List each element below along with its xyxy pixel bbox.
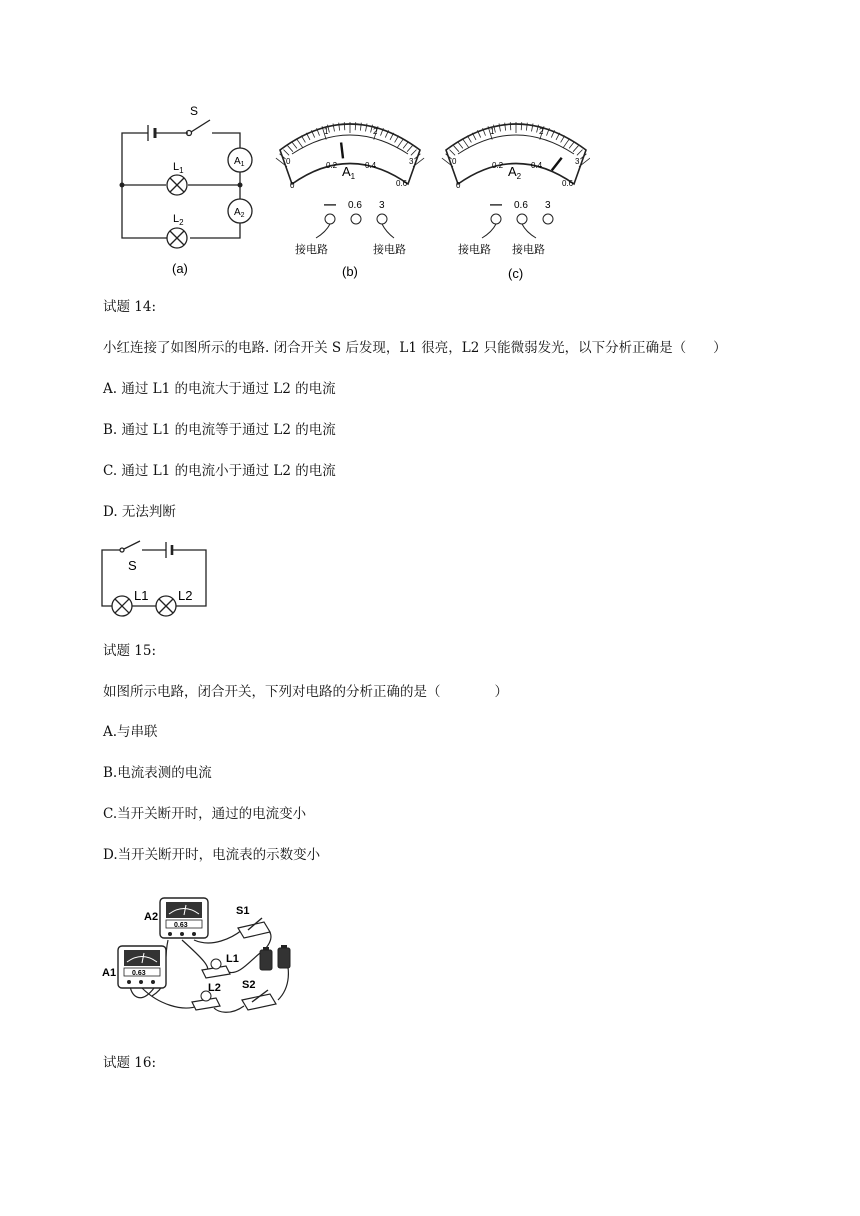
meter-b-tick-top-0: 0 <box>286 157 291 166</box>
q14-switch-blade <box>124 541 140 549</box>
meter-c-tick-bottom-0: 0 <box>456 181 461 190</box>
q15-meter-a1 <box>118 946 166 988</box>
q16-heading: 试题 16: <box>103 1055 157 1071</box>
meter-c-tick-bottom-1: 0.2 <box>492 161 504 170</box>
q15-switch-s1-label: S1 <box>236 905 250 917</box>
meter-b-label: $A_1$ <box>342 164 356 181</box>
q14-switch-label: S <box>128 558 137 573</box>
meter-c-tick-top-0: 0 <box>452 157 457 166</box>
meter-c-terminal-3: 3 <box>545 200 551 211</box>
q15-battery-pack <box>260 945 290 970</box>
q14-option-c: C. 通过 L1 的电流小于通过 L2 的电流 <box>103 463 336 479</box>
meter-c-right-port-label: 接电路 <box>512 244 545 256</box>
meter-c <box>442 122 590 281</box>
meter-c-tick-mark <box>510 122 511 130</box>
meter-b-tick-top-2: 2 <box>373 127 378 136</box>
q15-option-c: C.当开关断开时，通过的电流变小 <box>103 806 307 822</box>
meter-c-port-3 <box>543 214 553 224</box>
q15-physical-circuit-figure <box>102 888 302 1026</box>
meter-b-terminal-06: 0.6 <box>348 200 362 211</box>
meter-b-right-port-label: 接电路 <box>373 244 406 256</box>
q15-meter-a1-label: A1 <box>102 967 117 979</box>
meter-b-tick-bottom-1: 0.2 <box>326 161 338 170</box>
q14-switch-pivot <box>120 548 124 552</box>
q14-heading: 试题 14: <box>103 299 157 315</box>
meter-b-tick-bottom-3: 0.6 <box>396 179 408 188</box>
meter-c-tick-mark <box>521 122 522 130</box>
meter-b-tick-mark <box>344 122 345 130</box>
meter-c-terminal-06: 0.6 <box>514 200 528 211</box>
q14-option-b: B. 通过 L1 的电流等于通过 L2 的电流 <box>103 422 336 438</box>
q15-option-d: D.当开关断开时，电流表的示数变小 <box>103 847 321 863</box>
caption-b: (b) <box>342 264 358 279</box>
meter-c-tick-bottom-3: 0.6 <box>562 179 574 188</box>
q15-switch-s1 <box>238 918 270 938</box>
q15-lamp-l2-label: L2 <box>208 982 221 994</box>
meter-b-port-06 <box>351 214 361 224</box>
meter-b-tick-bottom-0: 0 <box>290 181 295 190</box>
meter-c-terminal-minus: — <box>490 197 502 211</box>
q15-option-b: B.电流表测的电流 <box>103 765 212 781</box>
q14-lamp1-label: L1 <box>134 588 149 603</box>
q14-circuit-figure <box>98 538 214 618</box>
q15-meter-a2-scale: 0.63 <box>174 922 188 929</box>
q15-switch-s2-label: S2 <box>242 979 256 991</box>
meter-c-left-port-label: 接电路 <box>458 244 491 256</box>
lamp1-label: $L_1$ <box>173 161 184 175</box>
q14-stem: 小红连接了如图所示的电路. 闭合开关 S 后发现，L1 很亮，L2 只能微弱发光，以下分析正确是（ ） <box>103 340 727 356</box>
q14-option-d: D. 无法判断 <box>103 504 176 520</box>
meter-c-label: $A_2$ <box>508 164 522 181</box>
figure-circuit-meters <box>110 98 590 286</box>
q14-option-a: A. 通过 L1 的电流大于通过 L2 的电流 <box>103 381 336 397</box>
q15-switch-s2 <box>242 990 276 1010</box>
meter-c-port-minus <box>491 214 501 224</box>
meter-c-tick-top-2: 2 <box>539 127 544 136</box>
q15-option-a: A.与串联 <box>103 724 158 740</box>
meter-b-tick-bottom-2: 0.4 <box>365 161 377 170</box>
switch-blade <box>191 120 210 132</box>
q15-lamp-l1-label: L1 <box>226 953 239 965</box>
caption-c: (c) <box>508 266 524 281</box>
meter-b-tick-mark <box>355 122 356 130</box>
q15-heading: 试题 15: <box>103 643 157 659</box>
meter-b-terminal-3: 3 <box>379 200 385 211</box>
meter-b-tick-top-1: 1 <box>324 127 329 136</box>
meter-c-tick-top-3: 3 <box>575 157 580 166</box>
q14-lamp2-label: L2 <box>178 588 193 603</box>
meter-b-left-port-label: 接电路 <box>295 244 328 256</box>
meter-b-port-3 <box>377 214 387 224</box>
meter-c-port-06 <box>517 214 527 224</box>
lamp2-label: $L_2$ <box>173 213 184 227</box>
caption-a: (a) <box>172 261 188 276</box>
q15-stem: 如图所示电路，闭合开关，下列对电路的分析正确的是（ ） <box>103 684 508 700</box>
meter-c-tick-bottom-2: 0.4 <box>531 161 543 170</box>
q15-meter-a2-label: A2 <box>144 911 159 923</box>
meter-b-port-minus <box>325 214 335 224</box>
q15-meter-a2 <box>160 898 208 938</box>
switch-label: S <box>190 104 199 118</box>
q15-meter-a1-scale: 0.63 <box>132 970 146 977</box>
meter-c-tick-top-1: 1 <box>490 127 495 136</box>
meter-b-tick-top-3: 3 <box>409 157 414 166</box>
meter-b <box>276 122 424 279</box>
meter-b-terminal-minus: — <box>324 197 336 211</box>
ammeter-a2-label: $A_2$ <box>234 207 245 219</box>
ammeter-a1-label: $A_1$ <box>234 156 245 168</box>
circuit-a <box>122 120 252 248</box>
